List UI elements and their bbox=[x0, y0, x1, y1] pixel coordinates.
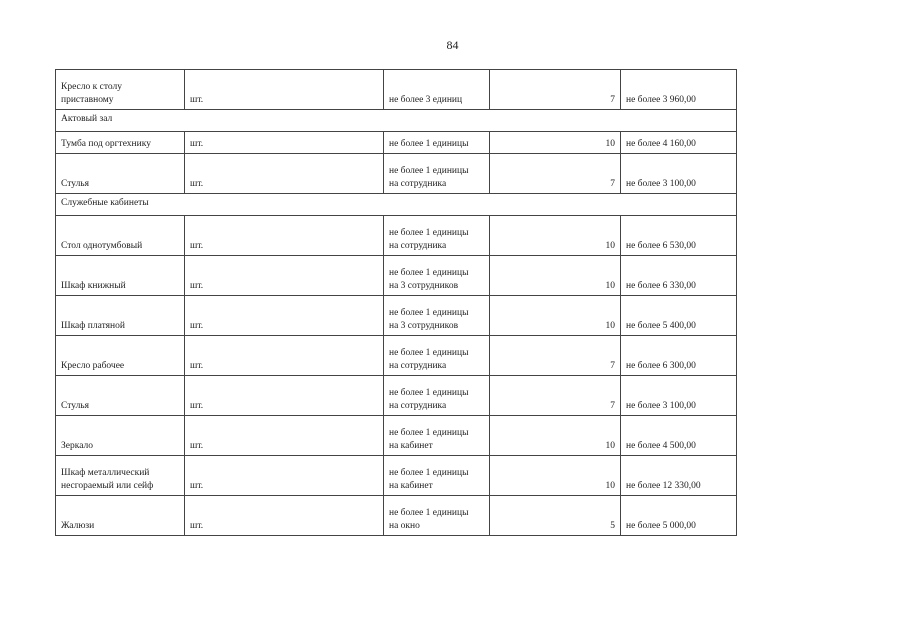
table-row bbox=[56, 256, 737, 296]
item-norm bbox=[384, 70, 490, 110]
item-norm-line: на кабинет bbox=[389, 481, 433, 491]
item-name bbox=[56, 132, 185, 154]
item-price: не более 4 500,00 bbox=[621, 416, 737, 456]
item-name-line bbox=[61, 507, 179, 520]
item-name bbox=[56, 70, 185, 110]
item-name-line: приставному bbox=[61, 95, 114, 105]
item-norm bbox=[384, 376, 490, 416]
item-quantity: 10 bbox=[490, 456, 621, 496]
table-row bbox=[56, 132, 737, 154]
table-row bbox=[56, 496, 737, 536]
item-price: не более 5 400,00 bbox=[621, 296, 737, 336]
item-quantity: 7 bbox=[490, 154, 621, 194]
item-unit: шт. bbox=[185, 416, 384, 456]
table-row bbox=[56, 416, 737, 456]
item-norm-line bbox=[389, 81, 484, 94]
item-quantity: 7 bbox=[490, 70, 621, 110]
item-name-line: Шкаф платяной bbox=[61, 321, 125, 331]
item-name bbox=[56, 496, 185, 536]
item-quantity: 10 bbox=[490, 416, 621, 456]
item-norm-line: на 3 сотрудников bbox=[389, 321, 459, 331]
item-name-line: Жалюзи bbox=[61, 521, 95, 531]
item-name-line bbox=[61, 307, 179, 320]
item-norm-line: не более 1 единицы bbox=[389, 308, 469, 318]
item-norm bbox=[384, 132, 490, 154]
section-title: Служебные кабинеты bbox=[56, 194, 737, 216]
item-norm-line: не более 1 единицы bbox=[389, 508, 469, 518]
item-quantity: 10 bbox=[490, 256, 621, 296]
item-quantity: 5 bbox=[490, 496, 621, 536]
item-unit: шт. bbox=[185, 376, 384, 416]
item-norm-line: не более 1 единицы bbox=[389, 228, 469, 238]
item-norm bbox=[384, 216, 490, 256]
item-name bbox=[56, 376, 185, 416]
table-row bbox=[56, 154, 737, 194]
item-unit: шт. bbox=[185, 256, 384, 296]
item-quantity: 10 bbox=[490, 296, 621, 336]
item-name bbox=[56, 296, 185, 336]
item-name-line: Кресло к столу bbox=[61, 82, 122, 92]
item-name-line bbox=[61, 347, 179, 360]
item-norm bbox=[384, 154, 490, 194]
item-name-line bbox=[61, 267, 179, 280]
item-norm-line: не более 1 единицы bbox=[389, 268, 469, 278]
item-name-line: Стол однотумбовый bbox=[61, 241, 143, 251]
item-quantity: 7 bbox=[490, 336, 621, 376]
section-title: Актовый зал bbox=[56, 110, 737, 132]
section-row bbox=[56, 194, 737, 216]
item-norm-line: не более 1 единицы bbox=[389, 428, 469, 438]
item-norm-line: на сотрудника bbox=[389, 361, 447, 371]
item-name-line: Стулья bbox=[61, 401, 90, 411]
table-row bbox=[56, 296, 737, 336]
item-norm bbox=[384, 456, 490, 496]
item-norm-line: не более 1 единицы bbox=[389, 166, 469, 176]
section-row bbox=[56, 110, 737, 132]
item-name-line bbox=[61, 387, 179, 400]
item-name-line: Стулья bbox=[61, 179, 90, 189]
item-price: не более 3 100,00 bbox=[621, 154, 737, 194]
item-norm-line: на сотрудника bbox=[389, 179, 447, 189]
item-price: не более 3 960,00 bbox=[621, 70, 737, 110]
item-norm bbox=[384, 416, 490, 456]
item-name-line: Шкаф книжный bbox=[61, 281, 126, 291]
item-norm-line: не более 1 единицы bbox=[389, 468, 469, 478]
item-quantity: 10 bbox=[490, 216, 621, 256]
item-name-line: Шкаф металлический bbox=[61, 468, 150, 478]
item-unit: шт. bbox=[185, 456, 384, 496]
item-norm bbox=[384, 256, 490, 296]
furniture-norms-table bbox=[55, 69, 737, 536]
item-norm-line: не более 1 единицы bbox=[389, 388, 469, 398]
item-unit: шт. bbox=[185, 154, 384, 194]
item-name-line: Зеркало bbox=[61, 441, 93, 451]
item-name bbox=[56, 456, 185, 496]
table-row bbox=[56, 216, 737, 256]
item-name-line: несгораемый или сейф bbox=[61, 481, 154, 491]
item-norm-line: на кабинет bbox=[389, 441, 433, 451]
item-price: не более 3 100,00 bbox=[621, 376, 737, 416]
item-norm-line: на окно bbox=[389, 521, 420, 531]
item-name bbox=[56, 216, 185, 256]
item-norm-line: на сотрудника bbox=[389, 241, 447, 251]
item-unit: шт. bbox=[185, 216, 384, 256]
item-name bbox=[56, 154, 185, 194]
item-name bbox=[56, 256, 185, 296]
item-norm bbox=[384, 336, 490, 376]
item-unit: шт. bbox=[185, 296, 384, 336]
item-name-line: Кресло рабочее bbox=[61, 361, 125, 371]
item-quantity: 10 bbox=[490, 132, 621, 154]
item-norm-line: на сотрудника bbox=[389, 401, 447, 411]
table-row bbox=[56, 456, 737, 496]
table-body bbox=[56, 70, 737, 536]
item-name-line bbox=[61, 227, 179, 240]
item-price: не более 4 160,00 bbox=[621, 132, 737, 154]
item-norm bbox=[384, 296, 490, 336]
table-row bbox=[56, 336, 737, 376]
item-norm-line: не более 3 единиц bbox=[389, 95, 463, 105]
item-unit: шт. bbox=[185, 336, 384, 376]
table-row bbox=[56, 70, 737, 110]
item-price: не более 12 330,00 bbox=[621, 456, 737, 496]
item-name bbox=[56, 336, 185, 376]
item-quantity: 7 bbox=[490, 376, 621, 416]
item-norm-line: не более 1 единицы bbox=[389, 348, 469, 358]
item-name-line bbox=[61, 427, 179, 440]
item-price: не более 6 300,00 bbox=[621, 336, 737, 376]
table-row bbox=[56, 376, 737, 416]
item-norm bbox=[384, 496, 490, 536]
item-name-line: Тумба под оргтехнику bbox=[61, 139, 151, 149]
page-number: 84 bbox=[446, 38, 459, 52]
item-name-line bbox=[61, 165, 179, 178]
item-unit: шт. bbox=[185, 70, 384, 110]
item-unit: шт. bbox=[185, 496, 384, 536]
item-price: не более 6 530,00 bbox=[621, 216, 737, 256]
item-norm-line: не более 1 единицы bbox=[389, 139, 469, 149]
item-price: не более 6 330,00 bbox=[621, 256, 737, 296]
item-norm-line: на 3 сотрудников bbox=[389, 281, 459, 291]
item-name bbox=[56, 416, 185, 456]
item-price: не более 5 000,00 bbox=[621, 496, 737, 536]
item-unit: шт. bbox=[185, 132, 384, 154]
